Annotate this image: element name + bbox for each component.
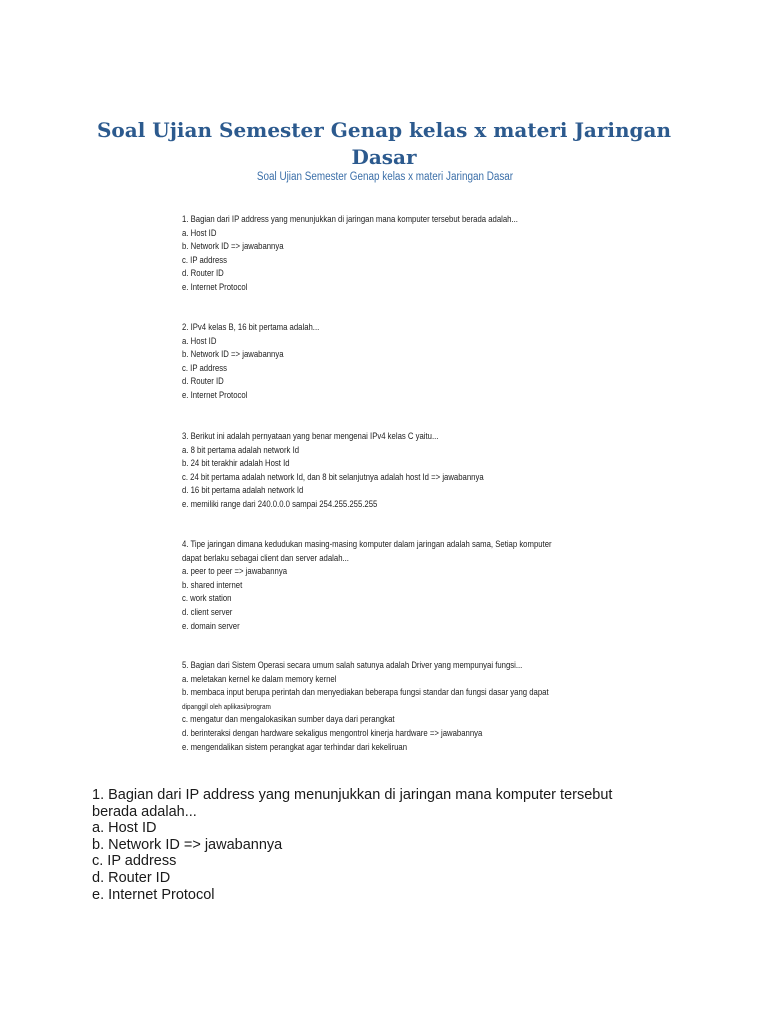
option-d: d. 16 bit pertama adalah network Id: [182, 485, 304, 496]
option-c: c. 24 bit pertama adalah network Id, dan 8 bit selanjutnya adalah host Id => jawabannya: [182, 471, 484, 482]
question-image: [150, 170, 620, 760]
question-text: 4. Tipe jaringan dimana kedudukan masing-masing komputer dalam jaringan adalah sama, Setiap komputer: [182, 539, 552, 549]
option-e: e. memiliki range dari 240.0.0.0 sampai 254.255.255.255: [182, 498, 378, 509]
image-question-3: [182, 430, 622, 512]
option-a: a. meletakan kernel ke dalam memory kernel: [182, 673, 337, 684]
option-b: b. Network ID => jawabannya: [182, 241, 284, 252]
question-text: 1. Bagian dari IP address yang menunjukkan di jaringan mana komputer tersebut berada adalah...: [182, 214, 518, 224]
page-title: Soal Ujian Semester Genap kelas x materi Jaringan Dasar: [96, 118, 672, 169]
answer-option-d: d. Router ID: [92, 869, 171, 886]
image-question-1: [182, 213, 622, 295]
option-a: a. Host ID: [182, 227, 217, 238]
option-a: a. 8 bit pertama adalah network Id: [182, 444, 300, 455]
option-b: b. membaca input berupa perintah dan menyediakan beberapa fungsi standar dan fungsi dasar yang dapat: [182, 687, 549, 698]
question-text: 2. IPv4 kelas B, 16 bit pertama adalah...: [182, 322, 320, 332]
question-line-2: berada adalah...: [92, 803, 197, 820]
answer-option-b: b. Network ID => jawabannya: [92, 836, 283, 853]
answer-option-c: c. IP address: [92, 853, 177, 870]
option-e: e. Internet Protocol: [182, 389, 248, 400]
option-d: d. berinteraksi dengan hardware sekaligus mengontrol kinerja hardware => jawabannya: [182, 727, 483, 738]
question-text: 3. Berikut ini adalah pernyataan yang benar mengenai IPv4 kelas C yaitu...: [182, 431, 439, 441]
option-d: d. client server: [182, 606, 233, 617]
answer-option-a: a. Host ID: [92, 820, 157, 837]
option-c: c. IP address: [182, 254, 228, 265]
option-a: a. Host ID: [182, 335, 217, 346]
option-b: b. Network ID => jawabannya: [182, 349, 284, 360]
option-d: d. Router ID: [182, 268, 224, 279]
option-c: c. mengatur dan mengalokasikan sumber daya dari perangkat: [182, 714, 395, 725]
option-a: a. peer to peer => jawabannya: [182, 566, 288, 577]
option-b: b. shared internet: [182, 579, 243, 590]
option-e: e. mengendalikan sistem perangkat agar terhindar dari kekeliruan: [182, 741, 408, 752]
question-line-1: 1. Bagian dari IP address yang menunjukkan di jaringan mana komputer tersebut: [92, 787, 613, 803]
image-title: Soal Ujian Semester Genap kelas x materi Jaringan Dasar: [256, 171, 514, 183]
answer-option-e: e. Internet Protocol: [92, 886, 215, 903]
question-text-continued: dapat berlaku sebagai client dan server adalah...: [182, 552, 349, 563]
question-text-block: [92, 787, 692, 903]
question-text: 5. Bagian dari Sistem Operasi secara umum salah satunya adalah Driver yang mempunyai fungsi...: [182, 660, 523, 670]
option-b-continued: dipanggil oleh aplikasi/program: [182, 701, 271, 711]
option-d: d. Router ID: [182, 376, 224, 387]
option-b: b. 24 bit terakhir adalah Host Id: [182, 458, 290, 469]
image-question-4: [182, 538, 622, 633]
option-c: c. IP address: [182, 362, 228, 373]
image-question-2: [182, 321, 622, 403]
image-question-5: [182, 659, 622, 754]
option-c: c. work station: [182, 593, 232, 604]
option-e: e. domain server: [182, 620, 240, 631]
option-e: e. Internet Protocol: [182, 281, 248, 292]
